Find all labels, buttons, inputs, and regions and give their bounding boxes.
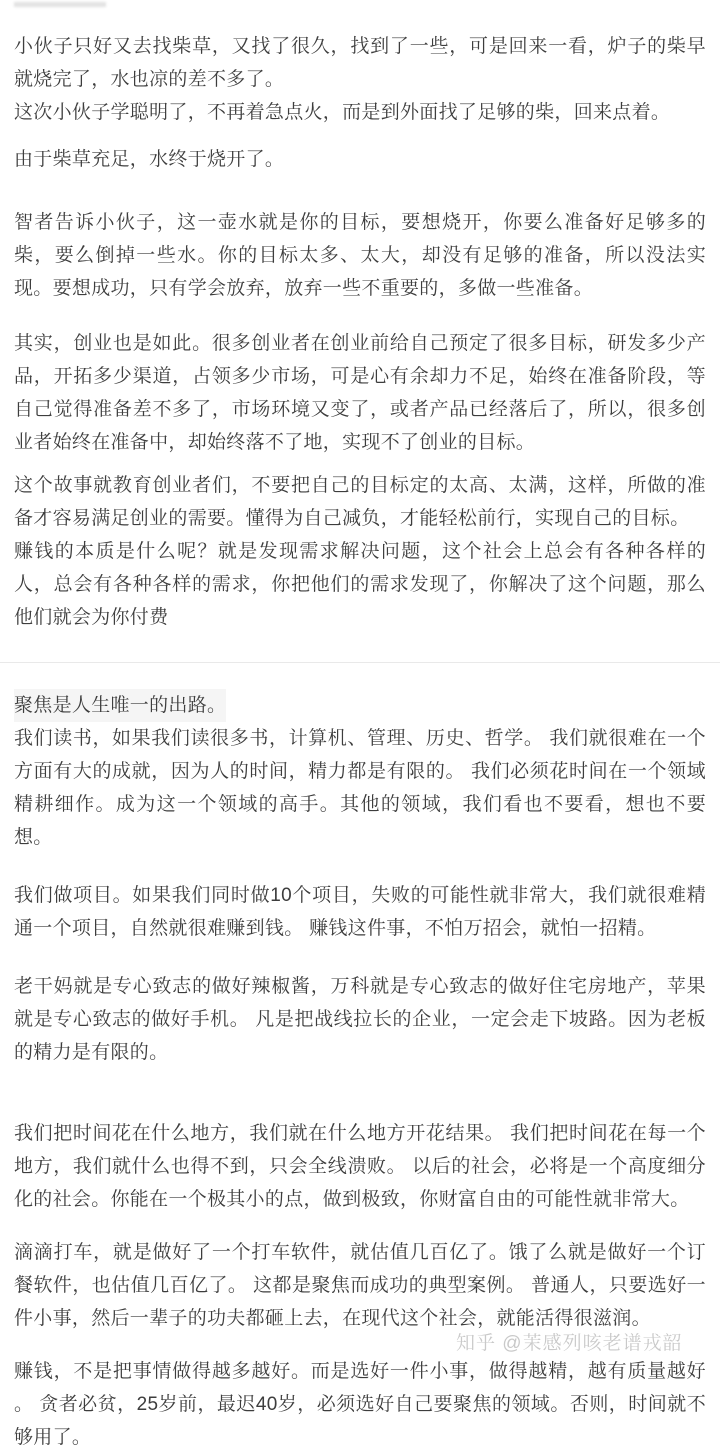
story-paragraph: 小伙子只好又去找柴草，又找了很久，找到了一些，可是回来一看，炉子的柴早就烧完了，水也凉的差不多了。: [14, 36, 706, 90]
focus-headline: 聚焦是人生唯一的出路。: [14, 689, 226, 722]
focus-paragraph: 赚钱，不是把事情做得越多越好。而是选好一件小事，做得越精，越有质量越好 。 贪者必贫，25岁前，最迟40岁，必须选好自己要聚焦的领域。否则，时间就不够用了。: [14, 1361, 706, 1448]
zhihu-watermark: 知乎 @茉感列咳老谱戎韶: [456, 1333, 683, 1354]
section-divider: [0, 662, 720, 663]
focus-paragraph: 滴滴打车，就是做好了一个打车软件，就估值几百亿了。饿了么就是做好一个订餐软件，也估值几百亿了。 这都是聚焦而成功的典型案例。 普通人，只要选好一件小事，然后一辈子的功夫都砸上去，在现代这个社会，就能活得很滋润。: [14, 1242, 706, 1329]
focus-paragraph: 老干妈就是专心致志的做好辣椒酱，万科就是专心致志的做好住宅房地产，苹果就是专心致志的做好手机。 凡是把战线拉长的企业，一定会走下坡路。因为老板的精力是有限的。: [14, 976, 706, 1063]
story-paragraph: 由于柴草充足，水终于烧开了。: [14, 149, 285, 170]
focus-paragraph: 我们做项目。如果我们同时做10个项目，失败的可能性就非常大，我们就很难精通一个项目，自然就很难赚到钱。 赚钱这件事，不怕万招会，就怕一招精。: [14, 885, 706, 939]
story-paragraph: 这次小伙子学聪明了，不再着急点火，而是到外面找了足够的柴，回来点着。: [14, 102, 671, 123]
story-paragraph: 赚钱的本质是什么呢？就是发现需求解决问题，这个社会上总会有各种各样的人，总会有各种各样的需求，你把他们的需求发现了，你解决了这个问题，那么他们就会为你付费: [14, 541, 706, 628]
focus-paragraph: 我们把时间花在什么地方，我们就在什么地方开花结果。 我们把时间花在每一个地方，我们就什么也得不到，只会全线溃败。 以后的社会，必将是一个高度细分化的社会。你能在一个极其小的点，做到极致，你财富自由的可能性就非常大。: [14, 1123, 706, 1210]
focus-paragraph: 我们读书，如果我们读很多书，计算机、管理、历史、哲学。 我们就很难在一个方面有大的成就，因为人的时间，精力都是有限的。 我们必须花时间在一个领域精耕细作。成为这一个领域的高手。其他的领域，我们看也不要看，想也不要想。: [14, 728, 706, 848]
story-paragraph: 智者告诉小伙子，这一壶水就是你的目标，要想烧开，你要么准备好足够多的柴，要么倒掉一些水。你的目标太多、太大，却没有足够的准备，所以没法实现。要想成功，只有学会放弃，放弃一些不重要的，多做一些准备。: [14, 212, 706, 299]
story-paragraph: 其实，创业也是如此。很多创业者在创业前给自己预定了很多目标，研发多少产品，开拓多少渠道，占领多少市场，可是心有余却力不足，始终在准备阶段，等自己觉得准备差不多了，市场环境又变了，或者产品已经落后了，所以，很多创业者始终在准备中，却始终落不了地，实现不了创业的目标。: [14, 333, 706, 453]
story-paragraph: 这个故事就教育创业者们，不要把自己的目标定的太高、太满，这样，所做的准备才容易满足创业的需要。懂得为自己减负，才能轻松前行，实现自己的目标。: [14, 475, 706, 529]
